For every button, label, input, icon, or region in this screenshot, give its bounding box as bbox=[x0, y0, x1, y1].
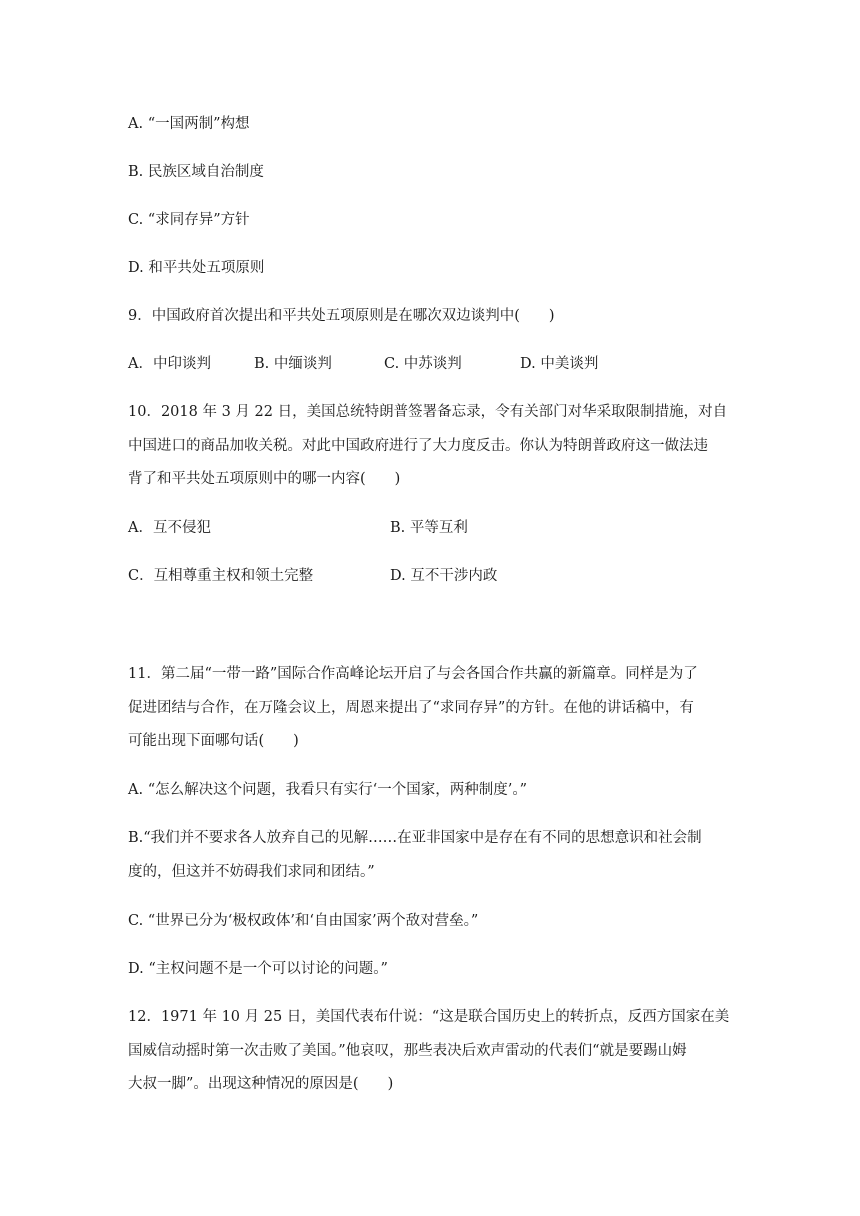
q11-option-b-line-2: 度的，但这并不妨碍我们求同和团结。” bbox=[128, 864, 375, 880]
q10-option-c: C．互相尊重主权和领土完整 bbox=[128, 568, 314, 584]
q9-option-a: A．中印谈判 bbox=[128, 356, 211, 372]
q8-option-d: D. 和平共处五项原则 bbox=[128, 260, 265, 276]
q10-stem-line-3: 背了和平共处五项原则中的哪一内容( ) bbox=[128, 471, 401, 487]
q9-option-d: D. 中美谈判 bbox=[520, 356, 599, 372]
q10-option-d: D. 互不干涉内政 bbox=[390, 568, 498, 584]
q11-stem-line-1: 11．第二届“一带一路”国际合作高峰论坛开启了与会各国合作共赢的新篇章。同样是为了 bbox=[128, 666, 698, 682]
q11-option-d: D. “主权问题不是一个可以讨论的问题。” bbox=[128, 961, 388, 977]
q11-option-c: C. “世界已分为‘极权政体’和‘自由国家’两个敌对营垒。” bbox=[128, 913, 479, 929]
q11-stem-line-2: 促进团结与合作，在万隆会议上，周恩来提出了“求同存异”的方针。在他的讲话稿中，有 bbox=[128, 700, 694, 716]
q10-option-b: B. 平等互利 bbox=[390, 520, 468, 536]
q9-option-c: C. 中苏谈判 bbox=[384, 356, 462, 372]
q10-option-a: A．互不侵犯 bbox=[128, 520, 211, 536]
q11-stem-line-3: 可能出现下面哪句话( ) bbox=[128, 733, 299, 749]
q11-option-a: A. “怎么解决这个问题，我看只有实行‘一个国家，两种制度’。” bbox=[128, 782, 527, 798]
q9-option-b: B. 中缅谈判 bbox=[254, 356, 332, 372]
q9-stem: 9．中国政府首次提出和平共处五项原则是在哪次双边谈判中( ) bbox=[128, 308, 555, 324]
q12-stem-line-3: 大叔一脚”。出现这种情况的原因是( ) bbox=[128, 1076, 394, 1092]
q8-option-a: A. “一国两制”构想 bbox=[128, 116, 250, 132]
q10-stem-line-1: 10．2018 年 3 月 22 日，美国总统特朗普签署备忘录，令有关部门对华采取限制措施，对自 bbox=[128, 404, 728, 420]
q12-stem-line-2: 国威信动摇时第一次击败了美国。”他哀叹，那些表决后欢声雷动的代表们“就是要踢山姆 bbox=[128, 1043, 687, 1059]
q10-stem-line-2: 中国进口的商品加收关税。对此中国政府进行了大力度反击。你认为特朗普政府这一做法违 bbox=[128, 438, 708, 454]
q8-option-b: B. 民族区域自治制度 bbox=[128, 164, 264, 180]
q8-option-c: C. “求同存异”方针 bbox=[128, 212, 250, 228]
q12-stem-line-1: 12．1971 年 10 月 25 日，美国代表布什说：“这是联合国历史上的转折点，反西方国家在美 bbox=[128, 1009, 730, 1025]
q11-option-b-line-1: B.“我们并不要求各人放弃自己的见解……在亚非国家中是存在有不同的思想意识和社会制 bbox=[128, 830, 702, 846]
